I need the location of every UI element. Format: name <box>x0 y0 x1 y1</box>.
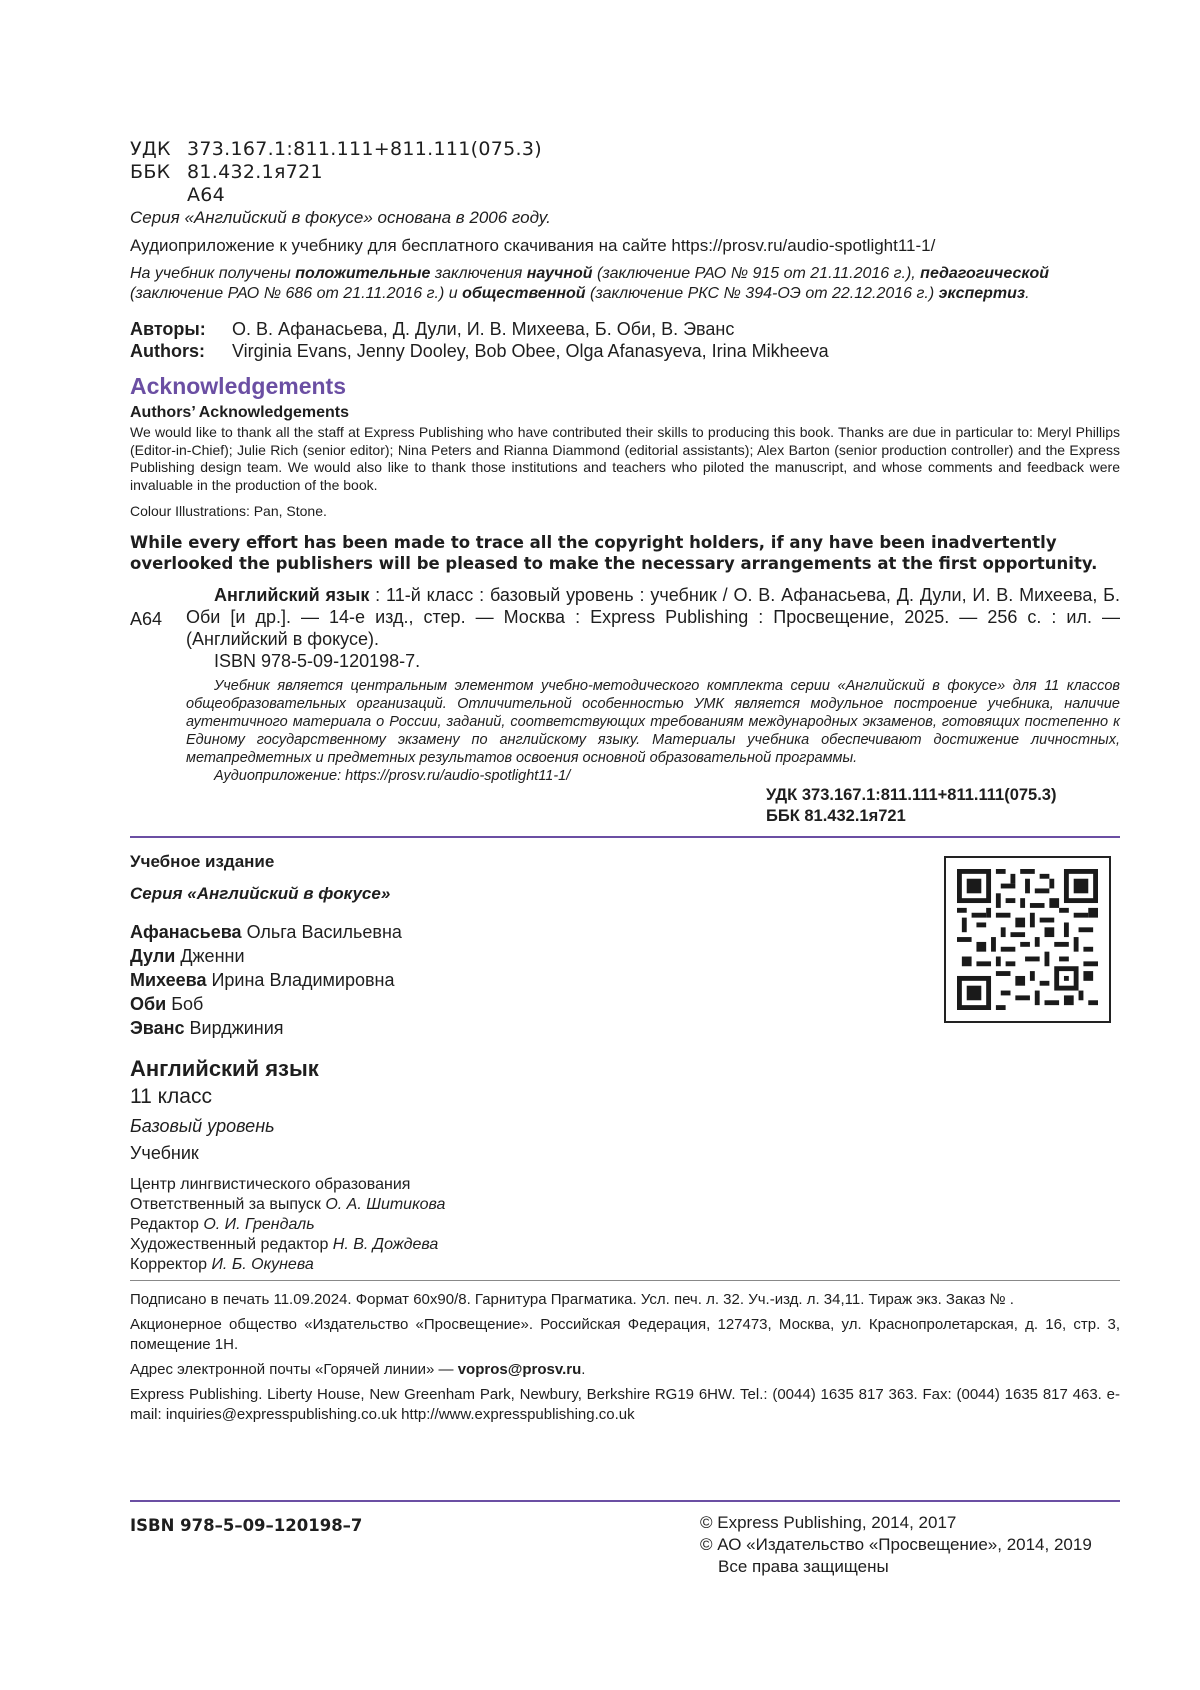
authors-block <box>130 318 829 362</box>
copyright-notice: While every effort has been made to trace all the copyright holders, if any have been inadvertently overlooked the publishers will be pleased to make the necessary arrangements at the first opportunity. <box>130 533 1098 573</box>
authors-ru-label: Авторы: <box>130 319 206 339</box>
person: Оби Боб <box>130 994 204 1014</box>
bbk-value: 81.432.1я721 <box>187 161 323 183</box>
copyright-block <box>700 1512 1092 1578</box>
qr-code[interactable] <box>944 856 1111 1023</box>
staff-item: Корректор И. Б. Окунева <box>130 1256 314 1273</box>
person: Эванс Вирджиния <box>130 1018 284 1038</box>
people-list <box>130 920 402 1040</box>
classification-codes <box>130 138 542 207</box>
qr-code-icon <box>957 869 1098 1010</box>
bbk-label: ББК <box>130 161 171 183</box>
edition-type: Учебное издание <box>130 852 275 871</box>
staff-item: Ответственный за выпуск О. А. Шитикова <box>130 1196 446 1213</box>
edition-series: Серия «Английский в фокусе» <box>130 884 391 903</box>
review-note: На учебник получены положительные заключения научной (заключение РАО № 915 от 21.11.2016 г.), педагогической (заключение РАО № 686 от 21.11.2016 г.) и общественной (заключение РКС № 394-ОЭ от 22.12.2016 г.) экспертиз. <box>130 265 1050 302</box>
rights-reserved: Все права защищены <box>718 1557 889 1576</box>
divider-bottom <box>130 1500 1120 1502</box>
divider-imprint <box>130 1280 1120 1281</box>
catalog-audio: Аудиоприложение: https://prosv.ru/audio-spotlight11-1/ <box>214 768 571 784</box>
acknowledgements-subtitle: Authors’ Acknowledgements <box>130 404 349 421</box>
hotline-email[interactable]: vopros@prosv.ru <box>457 1361 582 1378</box>
illustrations-credit: Colour Illustrations: Pan, Stone. <box>130 503 327 519</box>
book-kind: Учебник <box>130 1143 199 1163</box>
person: Афанасьева Ольга Васильевна <box>130 922 402 942</box>
person: Михеева Ирина Владимировна <box>130 970 395 990</box>
acknowledgements-title: Acknowledgements <box>130 373 346 399</box>
catalog-title: Английский язык <box>214 585 370 605</box>
author-mark: А64 <box>187 184 226 206</box>
udk-value: 373.167.1:811.111+811.111(075.3) <box>187 138 542 160</box>
book-title: Английский язык <box>130 1056 319 1081</box>
authors-ru-names: О. В. Афанасьева, Д. Дули, И. В. Михеева, Б. Оби, В. Эванс <box>232 319 735 339</box>
hotline: Адрес электронной почты «Горячей линии» — vopros@prosv.ru. <box>130 1361 586 1378</box>
footer-isbn: ISBN 978–5–09–120198–7 <box>130 1516 363 1535</box>
center-name: Центр лингвистического образования <box>130 1176 411 1193</box>
copyright-prosv: © АО «Издательство «Просвещение», 2014, 2019 <box>700 1535 1092 1554</box>
publisher-address: Акционерное общество «Издательство «Просвещение». Российская Федерация, 127473, Москва, ул. Краснопролетарская, д. 16, стр. 3, помещение 1Н. <box>130 1316 1120 1353</box>
udk-label: УДК <box>130 138 171 160</box>
catalog-code: А64 <box>130 609 163 629</box>
book-grade: 11 класс <box>130 1085 212 1108</box>
book-level: Базовый уровень <box>130 1116 275 1136</box>
copyright-express: © Express Publishing, 2014, 2017 <box>700 1513 957 1532</box>
staff-item: Художественный редактор Н. В. Дождева <box>130 1236 439 1253</box>
print-details: Подписано в печать 11.09.2024. Формат 60х90/8. Гарнитура Прагматика. Усл. печ. л. 32. Уч.-изд. л. 34,11. Тираж экз. Заказ № . <box>130 1291 1014 1308</box>
catalog-codes: УДК 373.167.1:811.111+811.111(075.3) ББК 81.432.1я721 <box>766 786 1057 825</box>
divider-top <box>130 836 1120 838</box>
staff-item: Редактор О. И. Грендаль <box>130 1216 315 1233</box>
catalog-description: Учебник является центральным элементом учебно-методического комплекта серии «Английский в фокусе» для 11 классов общеобразовательных организаций. Отличительной особенностью УМК является модульное построение учебника, наличие аутентичного материала о России, заданий, соответствующих требованиям международных экзаменов, готовящих постепенно к Единому государственному экзамену по английскому языку. Материалы учебника обеспечивают достижение личностных, метапредметных и предметных результатов освоения основной образовательной программы. Аудиоприложение: https://prosv.ru/audio-spotlight11-1/ <box>186 678 1120 784</box>
person: Дули Дженни <box>130 946 245 966</box>
imprint-block <box>130 1290 1120 1430</box>
catalog-bibliography: : 11-й класс : базовый уровень : учебник / О. В. Афанасьева, Д. Дули, И. В. Михеева, Б. Оби [и др.]. — 14-е изд., стер. — Москва : Express Publishing : Просвещение, 2025. — 256 с. : ил. — (Английский в фокусе). <box>186 585 1120 649</box>
series-note: Серия «Английский в фокусе» основана в 2006 году. <box>130 208 551 227</box>
catalog-isbn: ISBN 978-5-09-120198-7. <box>214 651 421 671</box>
express-address: Express Publishing. Liberty House, New Greenham Park, Newbury, Berkshire RG19 6HW. Tel.: (0044) 1635 817 363. Fax: (0044) 1635 817 463. e-mail: inquiries@expresspublishing.co.uk http://www.expresspublishing.co.uk <box>130 1386 1120 1423</box>
staff-list <box>130 1175 445 1275</box>
authors-en-names: Virginia Evans, Jenny Dooley, Bob Obee, Olga Afanasyeva, Irina Mikheeva <box>232 341 829 361</box>
authors-en-label: Authors: <box>130 341 205 361</box>
acknowledgements-text: We would like to thank all the staff at Express Publishing who have contributed their skills to producing this book. Thanks are due in particular to: Meryl Phillips (Editor-in-Chief); Julie Rich (senior editor); Nina Peters and Rianna Diammond (editorial assistants); Alex Barton (senior production controller) and the Express Publishing design team. We would also like to thank those institutions and teachers who piloted the manuscript, and whose comments and feedback were invaluable in the production of the book. <box>130 424 1120 493</box>
audio-note: Аудиоприложение к учебнику для бесплатного скачивания на сайте https://prosv.ru/audio-spotlight11-1/ <box>130 236 936 255</box>
catalog-entry <box>186 584 1120 672</box>
